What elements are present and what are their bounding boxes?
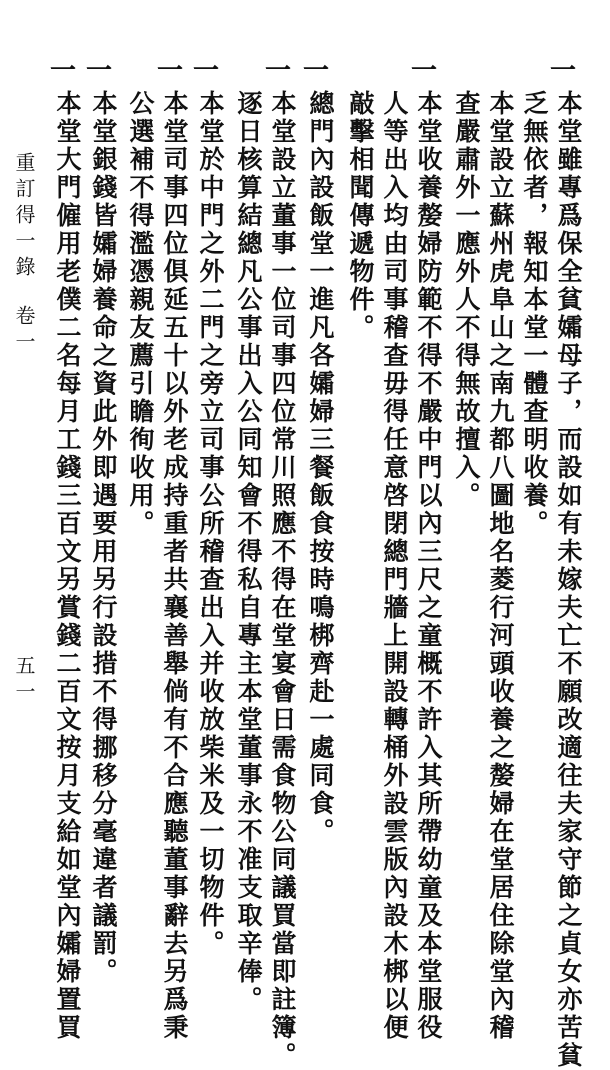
- text-column-14: 本堂銀錢皆孀婦養命之資此外即遇要用另行設措不得挪移分毫違者議罰。: [89, 90, 118, 986]
- page-number: 五一: [12, 655, 36, 707]
- text-column-5: 本堂收養嫠婦防範不得不嚴中門以內三尺之童概不許入其所帶幼童及本堂服役: [414, 90, 443, 1042]
- text-column-7: 敲擊相聞傳遞物件。: [346, 90, 375, 342]
- text-column-8: 總門內設飯堂一進凡各孀婦三餐飯食按時鳴梆齊赴一處同食。: [306, 90, 335, 846]
- paragraph-mark: 一: [550, 56, 577, 86]
- text-column-4: 查嚴肅外一應外人不得無故擅入。: [452, 90, 481, 510]
- text-column-2: 乏無依者，報知本堂一體查明收養。: [520, 90, 549, 538]
- text-column-15: 本堂大門僱用老僕二名每月工錢三百文另賞錢二百文按月支給如堂內孀婦置買: [53, 90, 82, 1042]
- text-column-11: 本堂於中門之外二門之旁立司事公所稽查出入并收放柴米及一切物件。: [196, 90, 225, 958]
- volume-label: 卷一: [12, 305, 36, 357]
- paragraph-mark: 一: [265, 56, 292, 86]
- book-title: 重訂得一錄: [12, 152, 36, 282]
- text-column-6: 人等出入均由司事稽查毋得任意啓閉總門牆上開設轉桶外設雲版內設木梆以便: [380, 90, 409, 1042]
- paragraph-mark: 一: [193, 56, 220, 86]
- text-column-3: 本堂設立蘇州虎阜山之南九都八圖地名菱行河頭收養之嫠婦在堂居住除堂內稽: [486, 90, 515, 1042]
- text-column-12: 本堂司事四位俱延五十以外老成持重者共襄善舉倘有不合應聽董事辭去另爲秉: [160, 90, 189, 1042]
- paragraph-mark: 一: [411, 56, 438, 86]
- text-column-10: 逐日核算結總凡公事出入公同知會不得私自專主本堂董事永不准支取辛俸。: [234, 90, 263, 1014]
- text-column-13: 公選補不得濫憑親友薦引瞻徇收用。: [126, 90, 155, 538]
- paragraph-mark: 一: [303, 56, 330, 86]
- paragraph-mark: 一: [86, 56, 113, 86]
- paragraph-mark: 一: [50, 56, 77, 86]
- text-column-9: 本堂設立董事一位司事四位常川照應不得在堂宴會日需食物公同議買當即註簿。: [268, 90, 297, 1070]
- text-column-1: 本堂雖專爲保全貧孀母子，而設如有未嫁夫亡不願改適往夫家守節之貞女亦苦貧: [554, 90, 583, 1070]
- paragraph-mark: 一: [157, 56, 184, 86]
